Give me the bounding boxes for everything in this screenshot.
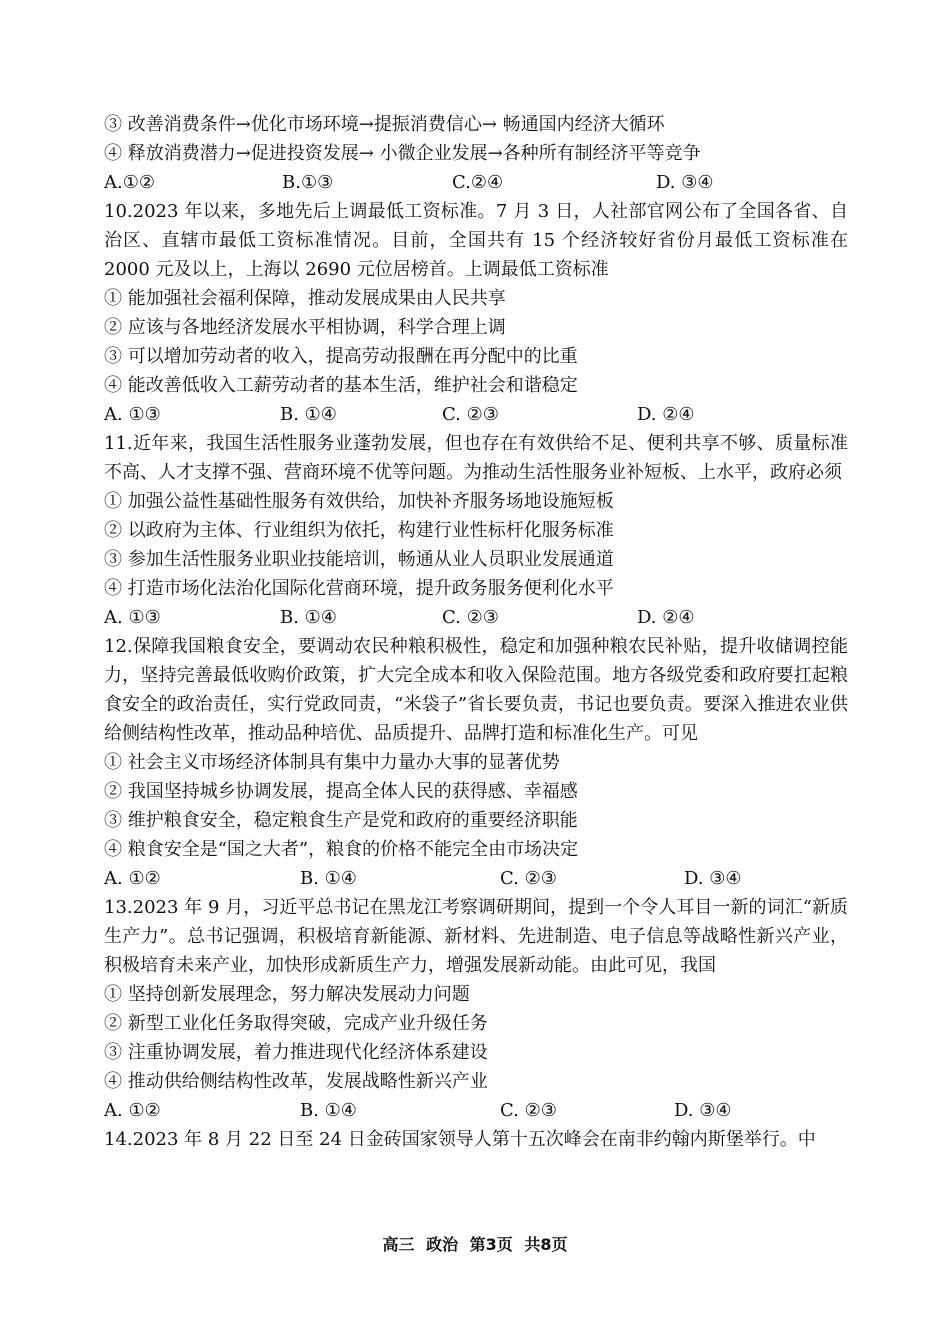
q11-statement-2: ② 以政府为主体、行业组织为依托，构建行业性标杆化服务标准 bbox=[104, 520, 614, 541]
q9-option-b: B.①③ bbox=[282, 172, 334, 193]
q12-option-a: A. ①② bbox=[104, 868, 161, 889]
q10-statement-2: ② 应该与各地经济发展水平相协调，科学合理上调 bbox=[104, 317, 506, 338]
q12-option-d: D. ③④ bbox=[684, 868, 742, 889]
q9-options bbox=[104, 168, 848, 197]
q11-options bbox=[104, 603, 848, 632]
q10-option-a: A. ①③ bbox=[104, 404, 161, 425]
q13-statement-2: ② 新型工业化任务取得突破，完成产业升级任务 bbox=[104, 1013, 488, 1034]
q11-statement-1: ① 加强公益性基础性服务有效供给，加快补齐服务场地设施短板 bbox=[104, 491, 614, 512]
q13-option-b: B. ①④ bbox=[300, 1100, 357, 1121]
q10-option-b: B. ①④ bbox=[280, 404, 337, 425]
q10-statement-4: ④ 能改善低收入工薪劳动者的基本生活，维护社会和谐稳定 bbox=[104, 375, 578, 396]
q13-option-d: D. ③④ bbox=[674, 1100, 732, 1121]
q10-statement-3: ③ 可以增加劳动者的收入，提高劳动报酬在再分配中的比重 bbox=[104, 346, 578, 367]
q13-stem: 13.2023 年 9 月，习近平总书记在黑龙江考察调研期间，提到一个令人耳目一新的词汇“新质生产力”。总书记强调，积极培育新能源、新材料、先进制造、电子信息等战略性新兴产业，积极培育未来产业，加快形成新质生产力，增强发展新动能。由此可见，我国 bbox=[104, 897, 848, 976]
q12-statement-3: ③ 维护粮食安全，稳定粮食生产是党和政府的重要经济职能 bbox=[104, 810, 578, 831]
q10-stem: 10.2023 年以来，多地先后上调最低工资标准。7 月 3 日，人社部官网公布了全国各省、自治区、直辖市最低工资标准情况。目前，全国共有 15 个经济较好省份月最低工资标准在 2000 元及以上，上海以 2690 元位居榜首。上调最低工资标准 bbox=[104, 201, 848, 280]
q9-option-d: D. ③④ bbox=[656, 172, 714, 193]
q12-options bbox=[104, 864, 848, 893]
q12-stem: 12.保障我国粮食安全，要调动农民种粮积极性，稳定和加强种粮农民补贴，提升收储调控能力，坚持完善最低收购价政策，扩大完全成本和收入保险范围。地方各级党委和政府要扛起粮食安全的政治责任，实行党政同责，“米袋子”省长要负责，书记也要负责。要深入推进农业供给侧结构性改革，推动品种培优、品质提升、品牌打造和标准化生产。可见 bbox=[104, 636, 848, 744]
q11-statement-3: ③ 参加生活性服务业职业技能培训，畅通从业人员职业发展通道 bbox=[104, 549, 614, 570]
q12-option-c: C. ②③ bbox=[500, 868, 557, 889]
q12-option-b: B. ①④ bbox=[300, 868, 357, 889]
q9-statement-4: ④ 释放消费潜力→促进投资发展→ 小微企业发展→各种所有制经济平等竞争 bbox=[104, 143, 701, 164]
q10-options bbox=[104, 400, 848, 429]
q13-statement-3: ③ 注重协调发展，着力推进现代化经济体系建设 bbox=[104, 1042, 488, 1063]
q12-statement-1: ① 社会主义市场经济体制具有集中力量办大事的显著优势 bbox=[104, 752, 560, 773]
q11-option-c: C. ②③ bbox=[442, 607, 499, 628]
q11-option-b: B. ①④ bbox=[280, 607, 337, 628]
q13-statement-4: ④ 推动供给侧结构性改革，发展战略性新兴产业 bbox=[104, 1071, 488, 1092]
q12-statement-4: ④ 粮食安全是“国之大者”，粮食的价格不能完全由市场决定 bbox=[104, 839, 579, 860]
q13-option-a: A. ①② bbox=[104, 1100, 161, 1121]
q11-option-a: A. ①③ bbox=[104, 607, 161, 628]
q13-options bbox=[104, 1096, 848, 1125]
q10-option-c: C. ②③ bbox=[442, 404, 499, 425]
q10-statement-1: ① 能加强社会福利保障，推动发展成果由人民共享 bbox=[104, 288, 506, 309]
q13-option-c: C. ②③ bbox=[500, 1100, 557, 1121]
q11-statement-4: ④ 打造市场化法治化国际化营商环境，提升政务服务便利化水平 bbox=[104, 578, 614, 599]
page-footer: 高三 政治 第3页 共8页 bbox=[382, 1235, 568, 1254]
q14-stem-start: 14.2023 年 8 月 22 日至 24 日金砖国家领导人第十五次峰会在南非约翰内斯堡举行。中 bbox=[104, 1129, 816, 1150]
q9-statement-3: ③ 改善消费条件→优化市场环境→提振消费信心→ 畅通国内经济大循环 bbox=[104, 114, 665, 135]
question-content bbox=[104, 110, 848, 1154]
q12-statement-2: ② 我国坚持城乡协调发展，提高全体人民的获得感、幸福感 bbox=[104, 781, 578, 802]
q11-option-d: D. ②④ bbox=[637, 607, 695, 628]
q10-option-d: D. ②④ bbox=[637, 404, 695, 425]
q13-statement-1: ① 坚持创新发展理念，努力解决发展动力问题 bbox=[104, 984, 470, 1005]
q9-option-a: A.①② bbox=[104, 172, 155, 193]
q9-option-c: C.②④ bbox=[452, 172, 504, 193]
q11-stem: 11.近年来，我国生活性服务业蓬勃发展，但也存在有效供给不足、便利共享不够、质量标准不高、人才支撑不强、营商环境不优等问题。为推动生活性服务业补短板、上水平，政府必须 bbox=[104, 433, 848, 483]
